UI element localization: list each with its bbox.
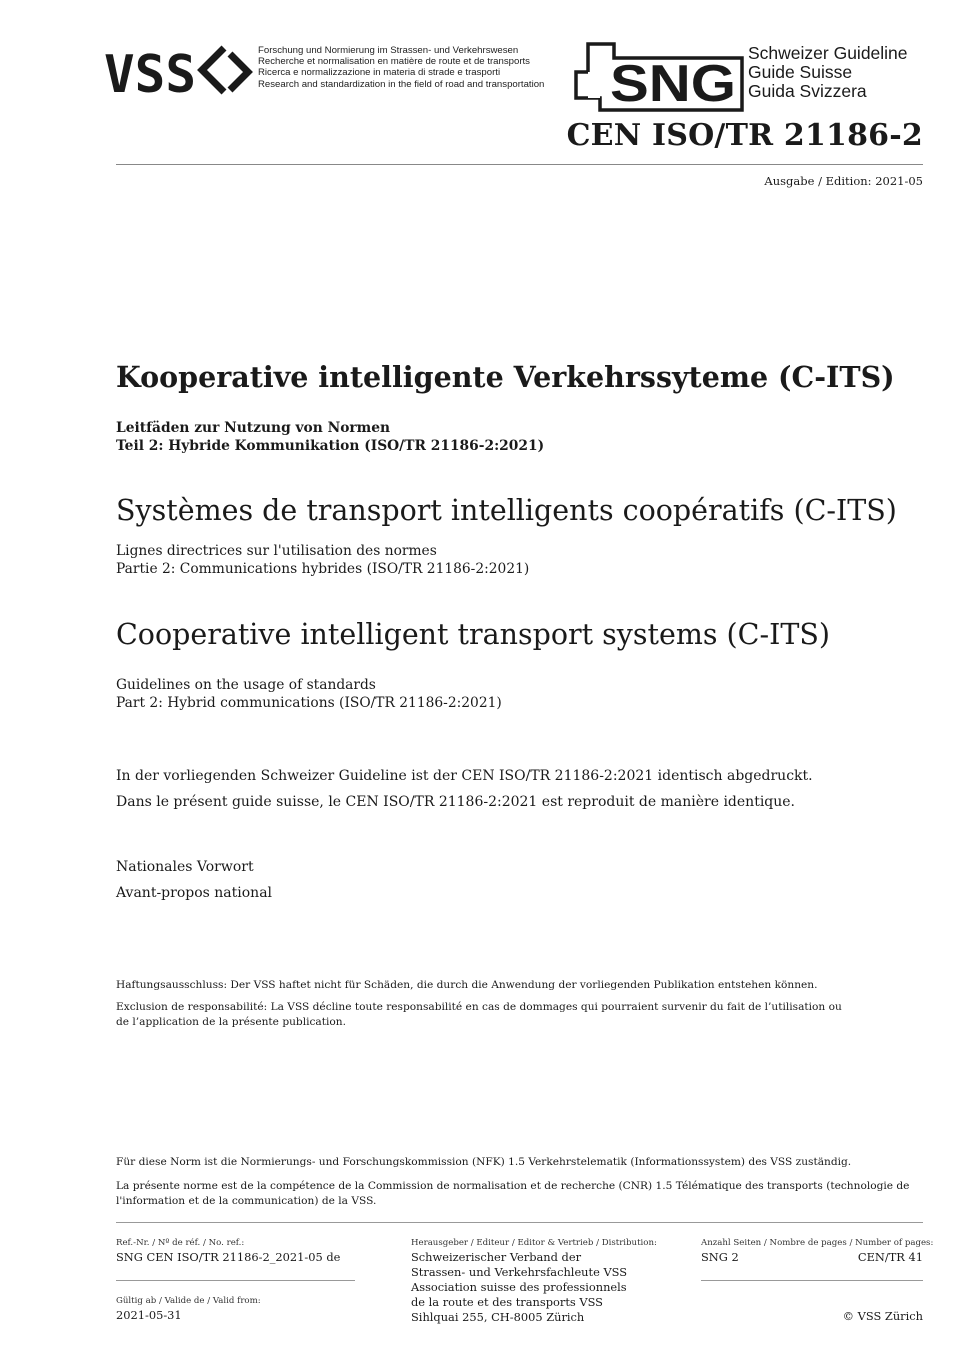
- subtitle-french-line2: Partie 2: Communications hybrides (ISO/TR 21186-2:2021): [116, 561, 530, 577]
- responsibility-fr: La présente norme est de la compétence de la Commission de normalisation et de recherche (CNR) 1.5 Télématique des transports (technologie de l'information et de la communication) de la VSS.: [116, 1180, 910, 1207]
- vss-logo: [104, 44, 254, 98]
- publisher-line: de la route et des transports VSS: [411, 1295, 603, 1309]
- pages-label: Anzahl Seiten / Nombre de pages / Number of pages:: [701, 1238, 934, 1248]
- publisher-line: Strassen- und Verkehrsfachleute VSS: [411, 1265, 628, 1279]
- identical-statement-de: In der vorliegenden Schweizer Guideline ist der CEN ISO/TR 21186-2:2021 identisch abgedruckt.: [116, 768, 813, 784]
- sng-name-it: Guida Svizzera: [748, 81, 867, 101]
- pages-cen: CEN/TR 41: [857, 1250, 923, 1264]
- footer-divider: [116, 1222, 923, 1223]
- valid-label: Gültig ab / Valide de / Valid from:: [116, 1296, 261, 1306]
- title-german: Kooperative intelligente Verkehrssyteme (C-ITS): [116, 360, 895, 394]
- valid-value: 2021-05-31: [116, 1308, 182, 1322]
- pages-sng: SNG 2: [701, 1250, 739, 1264]
- responsibility-de: Für diese Norm ist die Normierungs- und Forschungskommission (NFK) 1.5 Verkehrstelematik (Informationssystem) des VSS zuständig.: [116, 1156, 852, 1168]
- disclaimer-fr: Exclusion de responsabilité: La VSS décline toute responsabilité en cas de dommages qui pourraient survenir du fait de l’utilisation ou de l’application de la présente publication.: [116, 1001, 842, 1028]
- subtitle-english-line2: Part 2: Hybrid communications (ISO/TR 21186-2:2021): [116, 695, 502, 711]
- publisher-line: Association suisse des professionnels: [411, 1280, 627, 1294]
- publisher-label: Herausgeber / Editeur / Editor & Vertrieb / Distribution:: [411, 1238, 657, 1248]
- subtitle-english-line1: Guidelines on the usage of standards: [116, 677, 376, 693]
- title-french: Systèmes de transport intelligents coopératifs (C-ITS): [116, 494, 897, 527]
- vss-logo-text: VSS: [104, 45, 196, 98]
- ref-label: Ref.-Nr. / Nº de réf. / No. ref.:: [116, 1238, 245, 1248]
- subtitle-french-line1: Lignes directrices sur l'utilisation des normes: [116, 543, 437, 559]
- publisher-line: Sihlquai 255, CH-8005 Zürich: [411, 1310, 585, 1324]
- tagline-fr: Recherche et normalisation en matière de route et de transports: [258, 56, 530, 68]
- publisher-line: Schweizerischer Verband der: [411, 1250, 582, 1264]
- pages-divider: [701, 1280, 923, 1281]
- sng-name-fr: Guide Suisse: [748, 62, 853, 82]
- ref-divider: [116, 1280, 355, 1281]
- subtitle-german-line1: Leitfäden zur Nutzung von Normen: [116, 420, 391, 436]
- subtitle-english: [116, 676, 502, 712]
- sng-logo: [574, 42, 746, 114]
- tagline-de: Forschung und Normierung im Strassen- und Verkehrswesen: [258, 45, 519, 56]
- header-divider: [116, 164, 923, 165]
- national-foreword-fr: Avant-propos national: [116, 885, 273, 901]
- edition-date: Ausgabe / Edition: 2021-05: [764, 174, 923, 188]
- identical-statement-fr: Dans le présent guide suisse, le CEN ISO/TR 21186-2:2021 est reproduit de manière identique.: [116, 794, 796, 810]
- ref-value: SNG CEN ISO/TR 21186-2_2021-05 de: [116, 1250, 341, 1264]
- tagline-it: Ricerca e normalizzazione in materia di strade e trasporti: [258, 67, 501, 79]
- subtitle-german-line2: Teil 2: Hybride Kommunikation (ISO/TR 21186-2:2021): [116, 438, 545, 454]
- document-number: CEN ISO/TR 21186-2: [566, 118, 923, 153]
- tagline-en: Research and standardization in the field of road and transportation: [258, 78, 545, 90]
- sng-logo-text: SNG: [610, 55, 736, 113]
- title-english: Cooperative intelligent transport systems (C-ITS): [116, 618, 830, 651]
- subtitle-german: [116, 419, 544, 455]
- national-foreword-de: Nationales Vorwort: [116, 859, 254, 875]
- sng-names: [748, 44, 908, 101]
- subtitle-french: [116, 542, 529, 578]
- disclaimer-de: Haftungsausschluss: Der VSS haftet nicht für Schäden, die durch die Anwendung der vorliegenden Publikation entstehen können.: [116, 979, 818, 991]
- sng-name-de: Schweizer Guideline: [748, 43, 908, 63]
- publisher-address: [411, 1250, 627, 1325]
- copyright: © VSS Zürich: [842, 1309, 923, 1323]
- vss-tagline: [258, 45, 544, 90]
